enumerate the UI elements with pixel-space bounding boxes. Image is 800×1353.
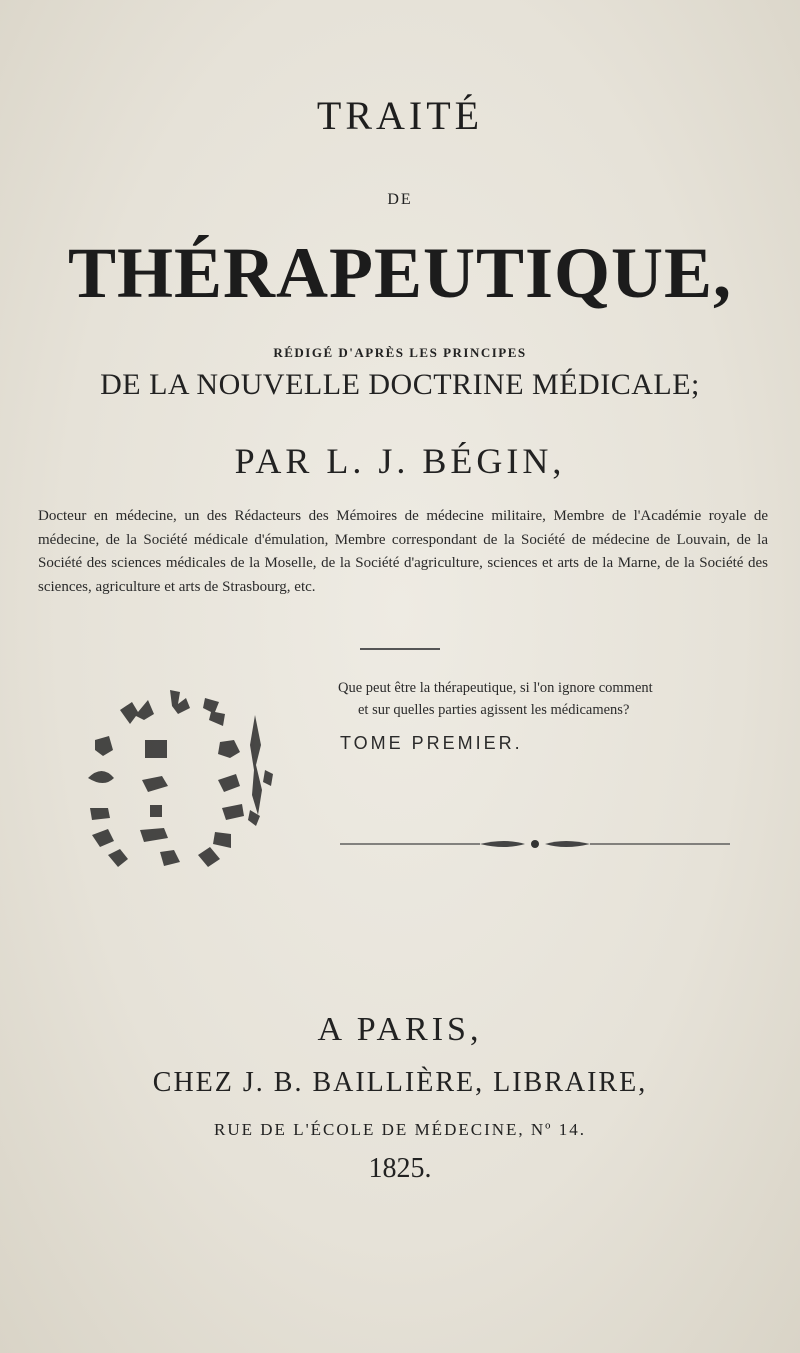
library-stamp-icon xyxy=(80,670,290,875)
subtitle-small: RÉDIGÉ D'APRÈS LES PRINCIPES xyxy=(273,345,527,360)
subtitle-large: DE LA NOUVELLE DOCTRINE MÉDICALE; xyxy=(100,368,700,401)
epigraph-line-1: Que peut être la thérapeutique, si l'on ignore comment xyxy=(338,680,653,696)
ornamental-rule-icon xyxy=(340,838,730,850)
author-credentials: Docteur en médecine, un des Rédacteurs des Mémoires de médecine militaire, Membre de l'Académie royale de médecine, de la Société médicale d'émulation, Membre correspondant de la Société de médecine de Louvain, de la Société des sciences médicales de la Moselle, de la Société d'agriculture, sciences et arts de la Marne, de la Société des sciences, agriculture et arts de Strasbourg, etc. xyxy=(38,508,768,595)
title-line-traite: TRAITÉ xyxy=(316,93,484,138)
epigraph-line-2: et sur quelles parties agissent les médicamens? xyxy=(358,702,630,718)
publication-place: A PARIS, xyxy=(317,1011,483,1048)
publication-year: 1825. xyxy=(368,1153,432,1184)
title-line-de: DE xyxy=(387,191,413,208)
volume-label: TOME PREMIER. xyxy=(340,733,523,753)
publisher: CHEZ J. B. BAILLIÈRE, LIBRAIRE, xyxy=(152,1067,648,1098)
epigraph xyxy=(338,677,748,721)
author-name: PAR L. J. BÉGIN, xyxy=(234,441,566,481)
publisher-address: RUE DE L'ÉCOLE DE MÉDECINE, Nº 14. xyxy=(214,1120,586,1139)
main-title: THÉRAPEUTIQUE, xyxy=(67,233,733,313)
short-divider xyxy=(360,648,440,650)
